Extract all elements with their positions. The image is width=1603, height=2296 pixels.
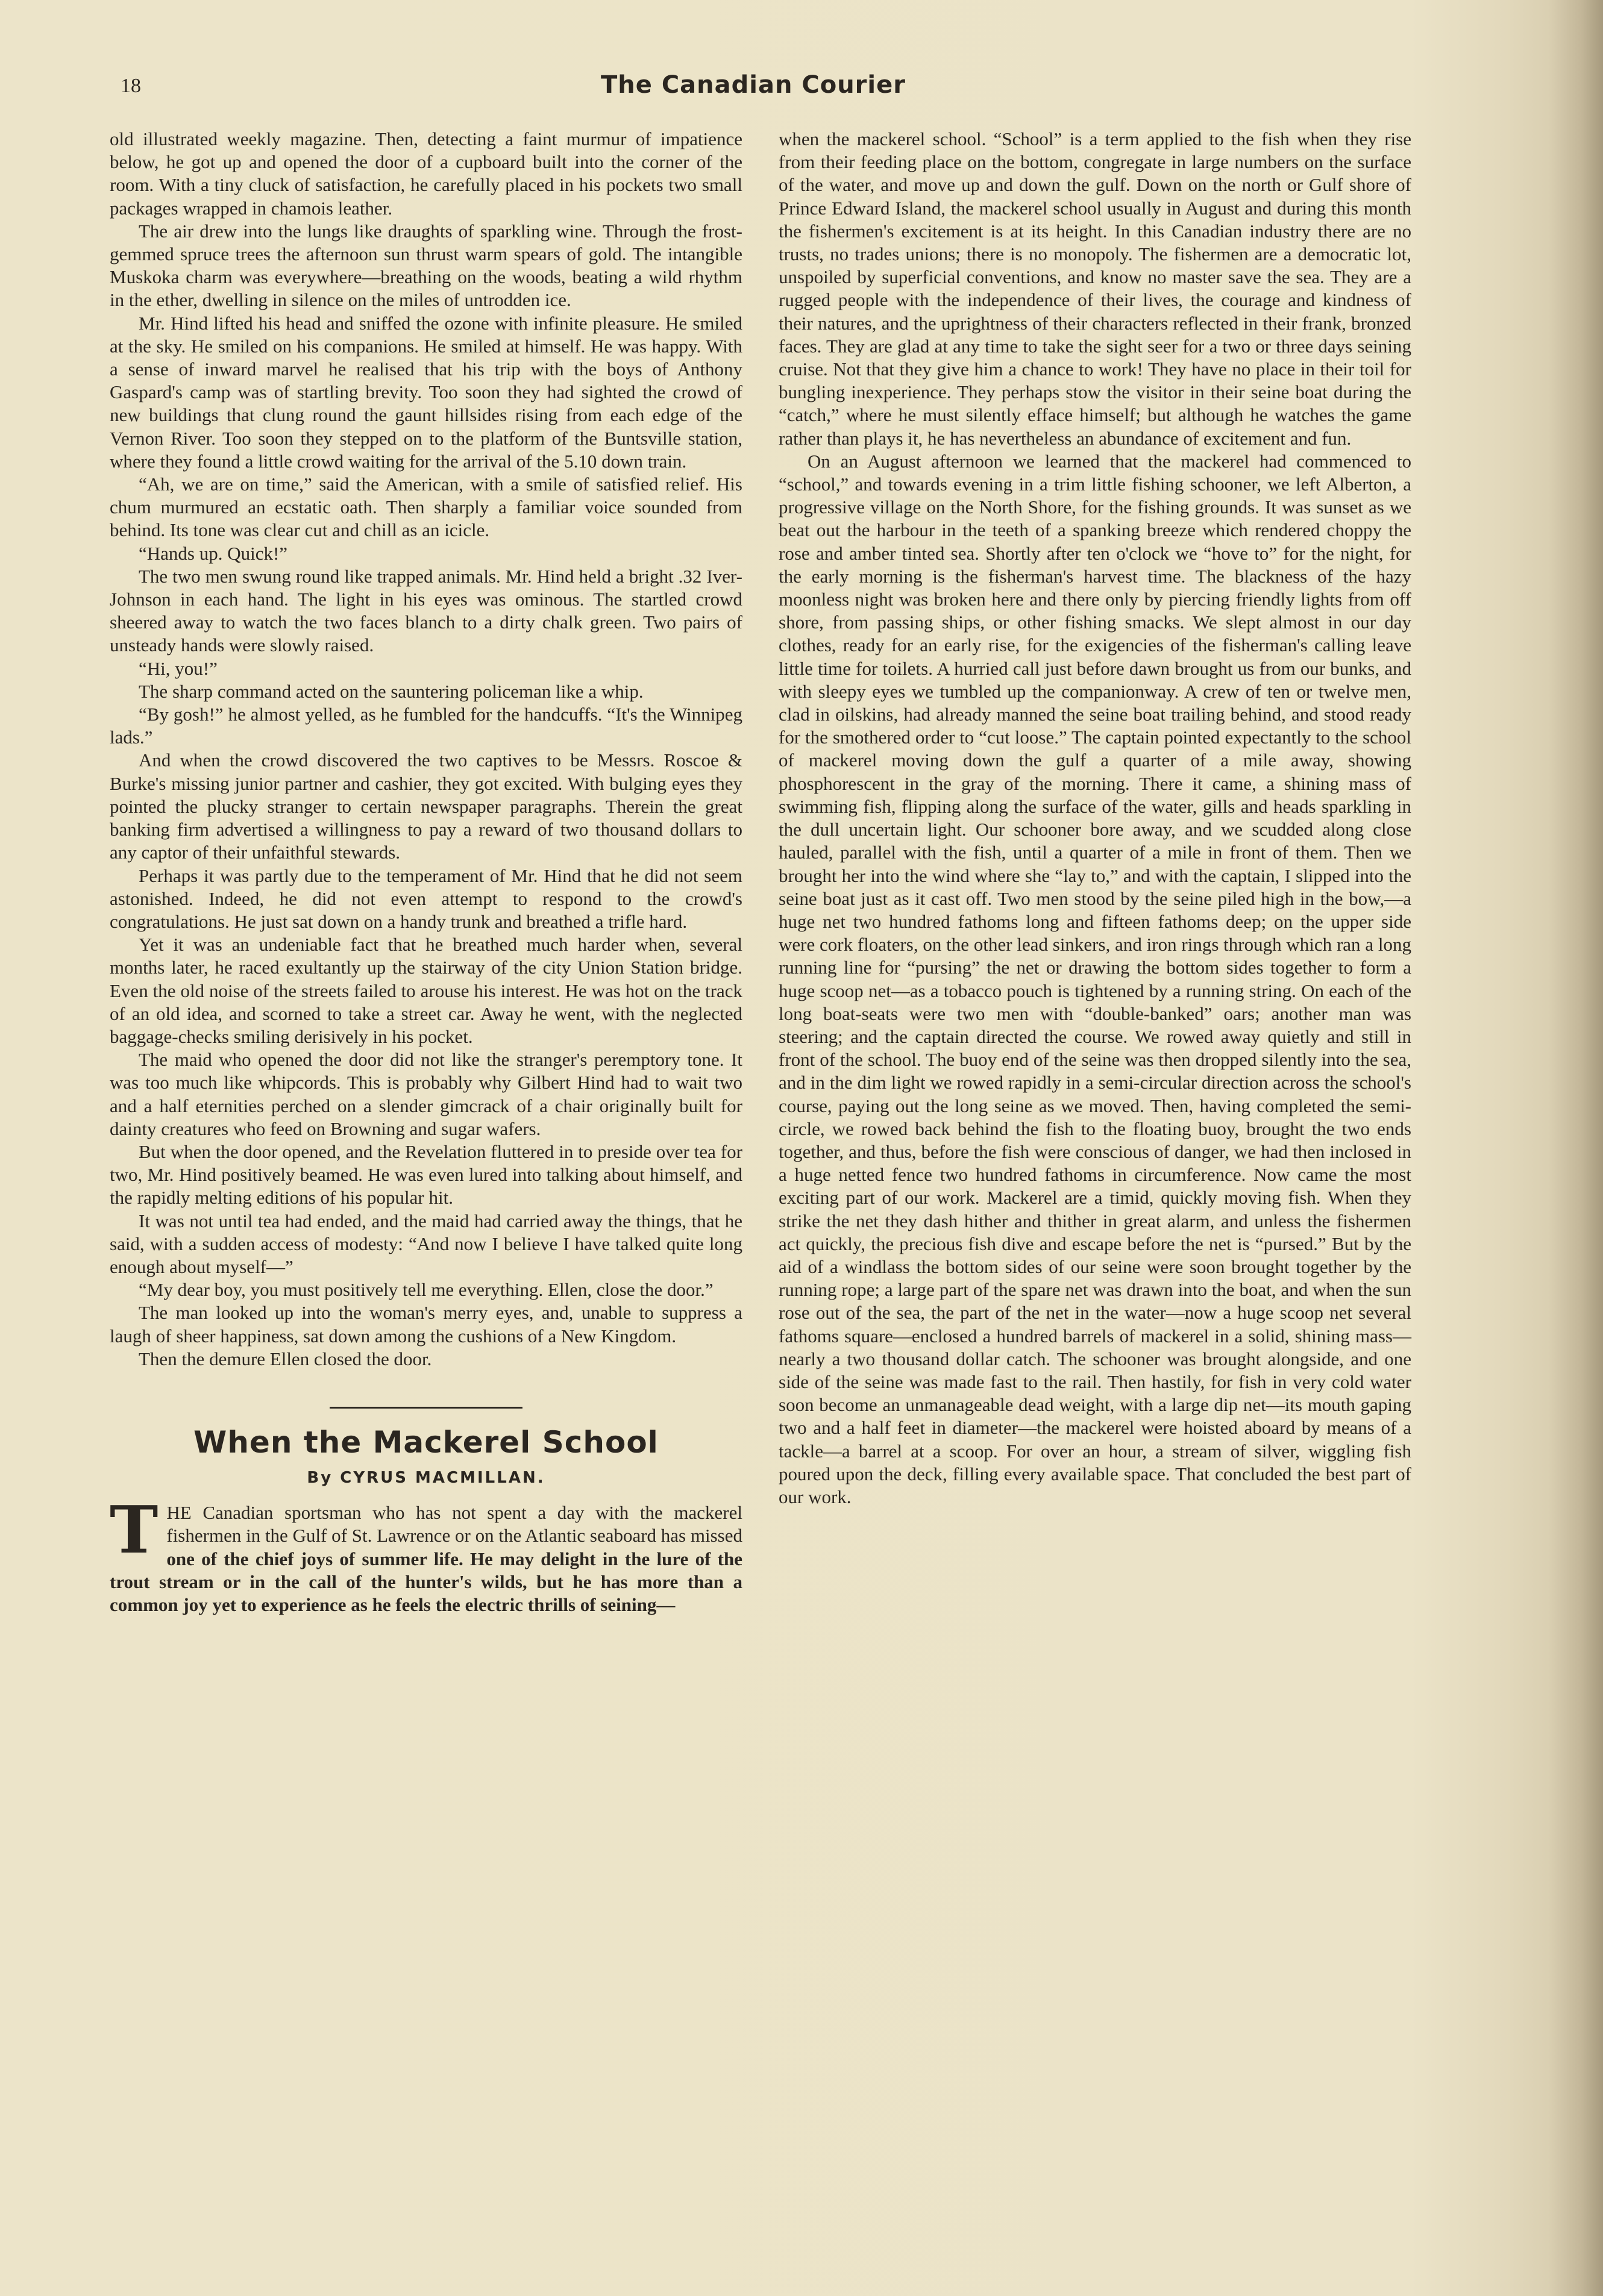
article-lede [110,1492,742,1616]
left-column [110,128,742,1616]
article-byline: By CYRUS MACMILLAN. [307,1468,545,1487]
journal-title: The Canadian Courier [601,71,906,99]
page-number: 18 [121,75,141,97]
paragraph: It was not until tea had ended, and the maid had carried away the things, that he said, with a sudden access of modesty: “And now I believe I have talked quite long enough about myself—” [110,1210,742,1277]
paragraph: Then the demure Ellen closed the door. [139,1348,432,1369]
paragraph: “Ah, we are on time,” said the American, with a smile of satisfied relief. His chum murmured an ecstatic oath. Then sharply a familiar voice sounded from behind. Its tone was clear cut and chill as an icicle. [110,474,742,541]
paragraph: when the mackerel school. “School” is a term applied to the fish when they rise from their feeding place on the bottom, congregate in large numbers on the surface of the water, and move up and down the gulf. Down on the north or Gulf shore of Prince Edward Island, the mackerel school usually in August and during this month the fishermen's excitement is at its height. In this Canadian industry there are no trusts, no trades unions; there is no monopoly. The fishermen are a democratic lot, unspoiled by superficial conventions, and know no master save the sea. They are a rugged people with the independence of their lives, the courage and kindness of their natures, and the uprightness of their characters reflected in their frank, bronzed faces. They are glad at any time to take the sight seer for a two or three days seining cruise. Not that they give him a chance to work! They have no place in their toil for bungling inexperience. They perhaps stow the visitor in their seine boat during the “catch,” where he must silently efface himself; but although he watches the game rather than plays it, he has nevertheless an abundance of excitement and fun. [779,128,1411,449]
section-divider [330,1407,522,1409]
paragraph: “My dear boy, you must positively tell me everything. Ellen, close the door.” [139,1279,714,1301]
page-header [108,71,1398,113]
paragraph: The man looked up into the woman's merry eyes, and, unable to suppress a laugh of sheer happiness, sat down among the cushions of a New Kingdom. [110,1302,742,1347]
paragraph: The two men swung round like trapped animals. Mr. Hind held a bright .32 Iver-Johnson in each hand. The light in his eyes was ominous. The startled crowd sheered away to watch the two faces blanch to a dirty chalk green. Two pairs of unsteady hands were slowly raised. [110,565,742,656]
paragraph: Yet it was an undeniable fact that he breathed much harder when, several months later, he raced exultantly up the stairway of the city Union Station bridge. Even the old noise of the streets failed to arouse his interest. He was hot on the track of an old idea, and scorned to take a street car. Away he went, with the neglected baggage-checks smiling derisively in his pocket. [110,934,742,1047]
paragraph: Mr. Hind lifted his head and sniffed the ozone with infinite pleasure. He smiled at the sky. He smiled on his companions. He smiled at himself. He was happy. With a sense of inward marvel he realised that his trip with the boys of Anthony Gaspard's camp was of startling brevity. Too soon they had sighted the crowd of new buildings that clung round the gaunt hillsides rising from each edge of the Vernon River. Too soon they stepped on to the platform of the Buntsville station, where they found a little crowd waiting for the arrival of the 5.10 down train. [110,312,742,472]
paragraph: But when the door opened, and the Revelation fluttered in to preside over tea for two, Mr. Hind positively beamed. He was even lured into talking about himself, and the rapidly melting editions of his popular hit. [110,1140,742,1209]
lede-text-bold: one of the chief joys of summer life. He may delight in the lure of the trout stream or in the call of the hunter's wilds, but he has more than a common joy yet to experience as he feels the electric thrills of seining— [110,1548,742,1615]
paragraph: The maid who opened the door did not like the stranger's peremptory tone. It was too much like whipcords. This is probably why Gilbert Hind had to wait two and a half eternities perched on a slender gimcrack of a chair originally built for dainty creatures who feed on Browning and sugar wafers. [110,1049,742,1139]
right-column [779,128,1411,1509]
paragraph: “Hands up. Quick!” [139,542,288,564]
paragraph: “By gosh!” he almost yelled, as he fumbled for the handcuffs. “It's the Winnipeg lads.” [110,704,742,748]
paragraph: The air drew into the lungs like draughts of sparkling wine. Through the frost-gemmed spruce trees the afternoon sun thrust warm spears of gold. The intangible Muskoka charm was everywhere—breathing on the woods, beating a wild rhythm in the ether, dwelling in silence on the miles of untrodden ice. [110,220,742,311]
article-title: When the Mackerel School [193,1424,659,1460]
paragraph: On an August afternoon we learned that the mackerel had commenced to “school,” and towards evening in a trim little fishing schooner, we left Alberton, a progressive village on the North Shore, for the fishing grounds. It was sunset as we beat out the harbour in the teeth of a spanking breeze which rendered choppy the rose and amber tinted sea. Shortly after ten o'clock we “hove to” for the night, for the early morning is the fisherman's harvest time. The blackness of the hazy moonless night was broken here and there only by piercing friendly lights from off shore, from passing ships, or other fishing smacks. We slept almost in our day clothes, ready for an early rise, for the exigencies of the fisherman's calling leave little time for toilets. A hurried call just before dawn brought us from our bunks, and with sleepy eyes we tumbled up the companionway. A crew of ten or twelve men, clad in oilskins, had already manned the seine boat trailing behind, and stood ready for the smothered order to “cut loose.” The captain pointed expectantly to the school of mackerel moving down the gulf a quarter of a mile away, showing phosphorescent in the gray of the morning. There it came, a shining mass of swimming fish, flipping along the surface of the water, gills and heads sparkling in the dull uncertain light. Our schooner bore away, and we scudded along close hauled, parallel with the fish, until a quarter of a mile in front of them. Then we brought her into the wind where she “lay to,” and with the captain, I slipped into the seine boat just as it cast off. Two men stood by the seine piled high in the bow,—a huge net two hundred fathoms long and fifteen fathoms deep; on the upper side were cork floaters, on the other lead sinkers, and iron rings through which ran a long running line for “pursing” the net or drawing the bottom sides together to form a huge scoop net—as a tobacco pouch is tightened by a running string. On each of the long boat-seats were two men with “double-banked” oars; another man was steering; and the captain directed the course. We rowed away quietly and still in front of the school. The buoy end of the seine was then dropped silently into the sea, and in the dim light we rowed rapidly in a semi-circular direction across the school's course, paying out the long seine as we moved. Then, having completed the semi-circle, we rowed back behind the fish to the floating buoy, brought the two ends together, and thus, before the fish were conscious of danger, we had then inclosed in a huge netted fence two hundred fathoms in circumference. Now came the most exciting part of our work. Mackerel are a timid, quickly moving fish. When they strike the net they dash hither and thither in great alarm, and unless the fishermen act quickly, the precious fish dive and escape before the net is “pursed.” But by the aid of a windlass the bottom sides of our seine were soon brought together by the running rope; a large part of the spare net was drawn into the boat, and when the sun rose out of the sea, the part of the net in the water—now a huge scoop net several fathoms square—enclosed a hundred barrels of mackerel in a solid, shining mass—nearly a two thousand dollar catch. The schooner was brought alongside, and one side of the seine was made fast to the rail. Then hastily, for fish in very cold water soon become an unmanageable dead weight, with a large dip net—its mouth gaping two and a half feet in diameter—the mackerel were hoisted aboard by means of a tackle—a barrel at a scoop. For over an hour, a stream of silver, wiggling fish poured upon the deck, filling every available space. That concluded the best part of our work. [779,450,1411,1507]
paragraph: The sharp command acted on the sauntering policeman like a whip. [139,680,644,702]
lede-text: HE Canadian sportsman who has not spent a day with the mackerel fishermen in the Gulf of St. Lawrence or on the Atlantic seaboard has missed [166,1502,742,1547]
paragraph: And when the crowd discovered the two captives to be Messrs. Roscoe & Burke's missing junior partner and cashier, they got excited. With bulging eyes they pointed the plucky stranger to certain newspaper paragraphs. Therein the great banking firm advertised a willingness to pay a reward of two thousand dollars to any captor of their unfaithful stewards. [110,749,742,863]
paragraph: old illustrated weekly magazine. Then, detecting a faint murmur of impatience below, he got up and opened the door of a cupboard built into the corner of the room. With a tiny cluck of satisfaction, he carefully placed in his pockets two small packages wrapped in chamois leather. [110,128,742,219]
paragraph: Perhaps it was partly due to the temperament of Mr. Hind that he did not seem astonished. Indeed, he did not even attempt to respond to the crowd's congratulations. He just sat down on a handy trunk and breathed a trifle hard. [110,865,742,932]
paragraph: “Hi, you!” [139,657,218,679]
drop-cap: T [110,1492,158,1569]
page-edge-shadow [1549,0,1603,2296]
